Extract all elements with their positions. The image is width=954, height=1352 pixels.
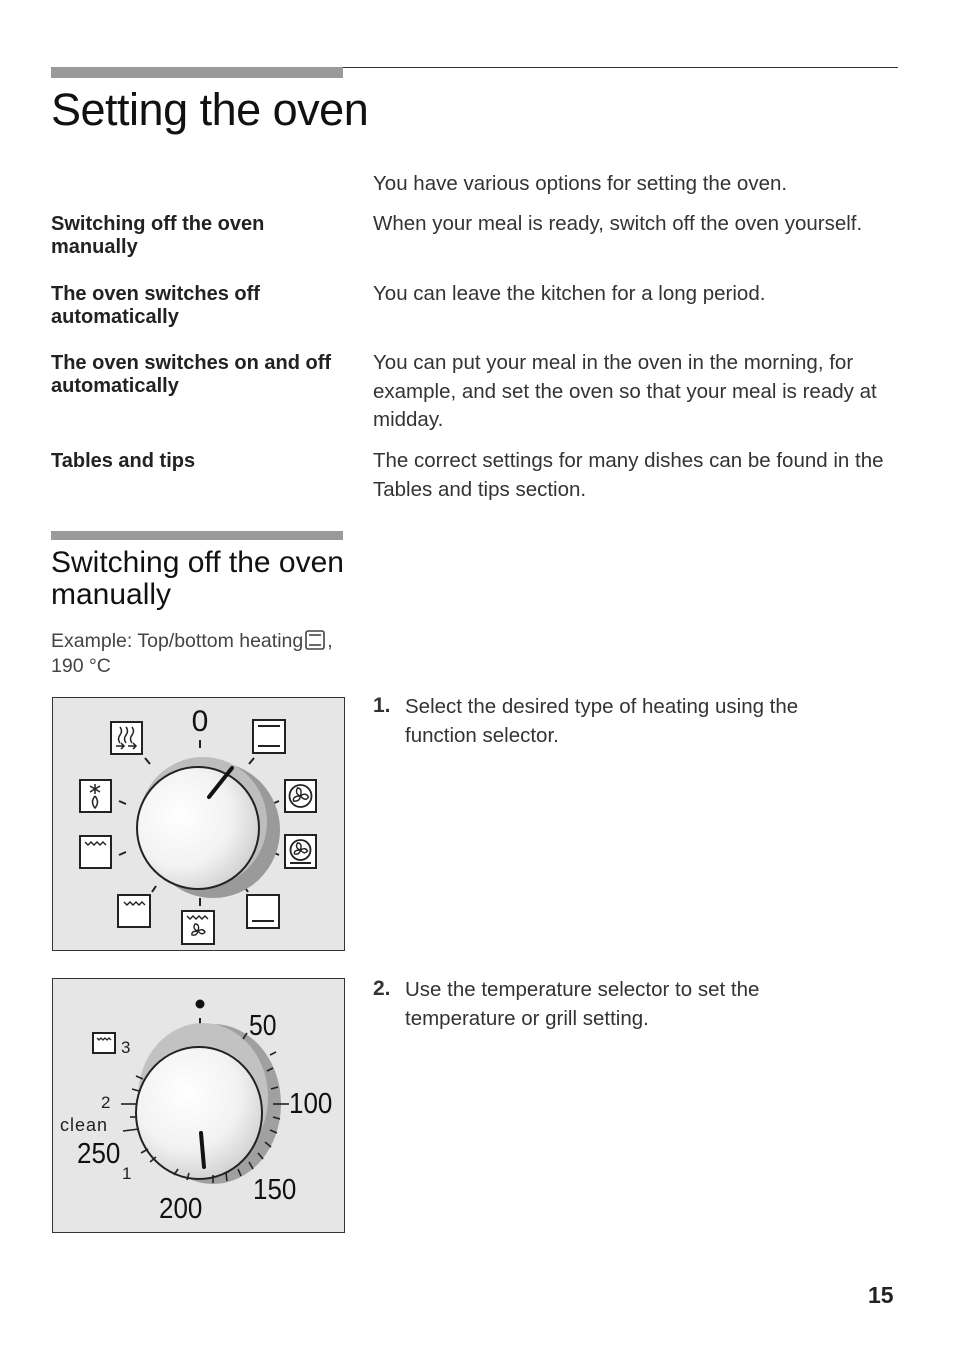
grill-level-2: 2 (101, 1093, 111, 1112)
step-2-number: 2. (373, 977, 391, 1000)
grill-level-1: 1 (122, 1164, 132, 1183)
header-accent-bar (51, 67, 343, 78)
defrost-icon (80, 780, 111, 812)
bottom-heating-icon (247, 895, 279, 928)
row-label-manual: Switching off the oven manually (51, 213, 265, 258)
temp-label-50: 50 (249, 1009, 277, 1042)
temp-label-150: 150 (253, 1172, 297, 1206)
function-selector-dial (53, 698, 344, 950)
step-1-text: Select the desired type of heating using the function selector. (405, 695, 799, 747)
temperature-selector-figure (52, 978, 345, 1233)
example-prefix: Example: Top/bottom heating (51, 630, 304, 652)
grill-small-icon (80, 836, 111, 868)
temp-label-200: 200 (159, 1191, 203, 1225)
function-zero-label: 0 (191, 705, 209, 738)
hot-air-gentle-icon (285, 835, 316, 868)
function-knob (137, 767, 259, 889)
top-heating-icon (253, 720, 285, 753)
row-label-auto-on-off: The oven switches on and off automatically (51, 352, 332, 397)
row-text-manual: When your meal is ready, switch off the oven yourself. (373, 212, 863, 235)
step-1-number: 1. (373, 694, 391, 717)
clean-label: clean (60, 1115, 109, 1135)
row-label-auto-off: The oven switches off automatically (51, 283, 260, 328)
row-text-tables: The correct settings for many dishes can be found in the Tables and tips section. (373, 449, 884, 501)
function-selector-figure (52, 697, 345, 951)
top-bottom-heating-icon (305, 630, 325, 655)
temperature-knob (136, 1047, 262, 1179)
grill-level-3: 3 (121, 1038, 131, 1057)
step-2-text: Use the temperature selector to set the temperature or grill setting. (405, 978, 760, 1030)
rapid-heat-icon (111, 722, 142, 754)
page-title: Setting the oven (51, 84, 369, 135)
example-suffix: , 190 °C (51, 630, 333, 677)
temp-label-100: 100 (289, 1086, 333, 1120)
section-title: Switching off the oven manually (51, 546, 344, 611)
grill-icon (93, 1033, 115, 1053)
section-accent-bar (51, 531, 343, 540)
grill-large-icon (118, 895, 150, 927)
intro-text: You have various options for setting the oven. (373, 172, 788, 195)
row-text-auto-on-off: You can put your meal in the oven in the morning, for example, and set the oven so that your meal is ready at midday. (373, 351, 877, 431)
temperature-selector-dial (53, 979, 344, 1232)
hot-air-icon (285, 780, 316, 812)
row-label-tables: Tables and tips (51, 450, 196, 472)
circo-roasting-icon (182, 911, 214, 944)
temp-label-250: 250 (77, 1136, 121, 1170)
page-number: 15 (868, 1282, 894, 1308)
off-dot-icon (196, 1000, 205, 1009)
example-text (51, 630, 351, 677)
row-text-auto-off: You can leave the kitchen for a long period. (373, 282, 766, 305)
header-rule (343, 67, 898, 68)
